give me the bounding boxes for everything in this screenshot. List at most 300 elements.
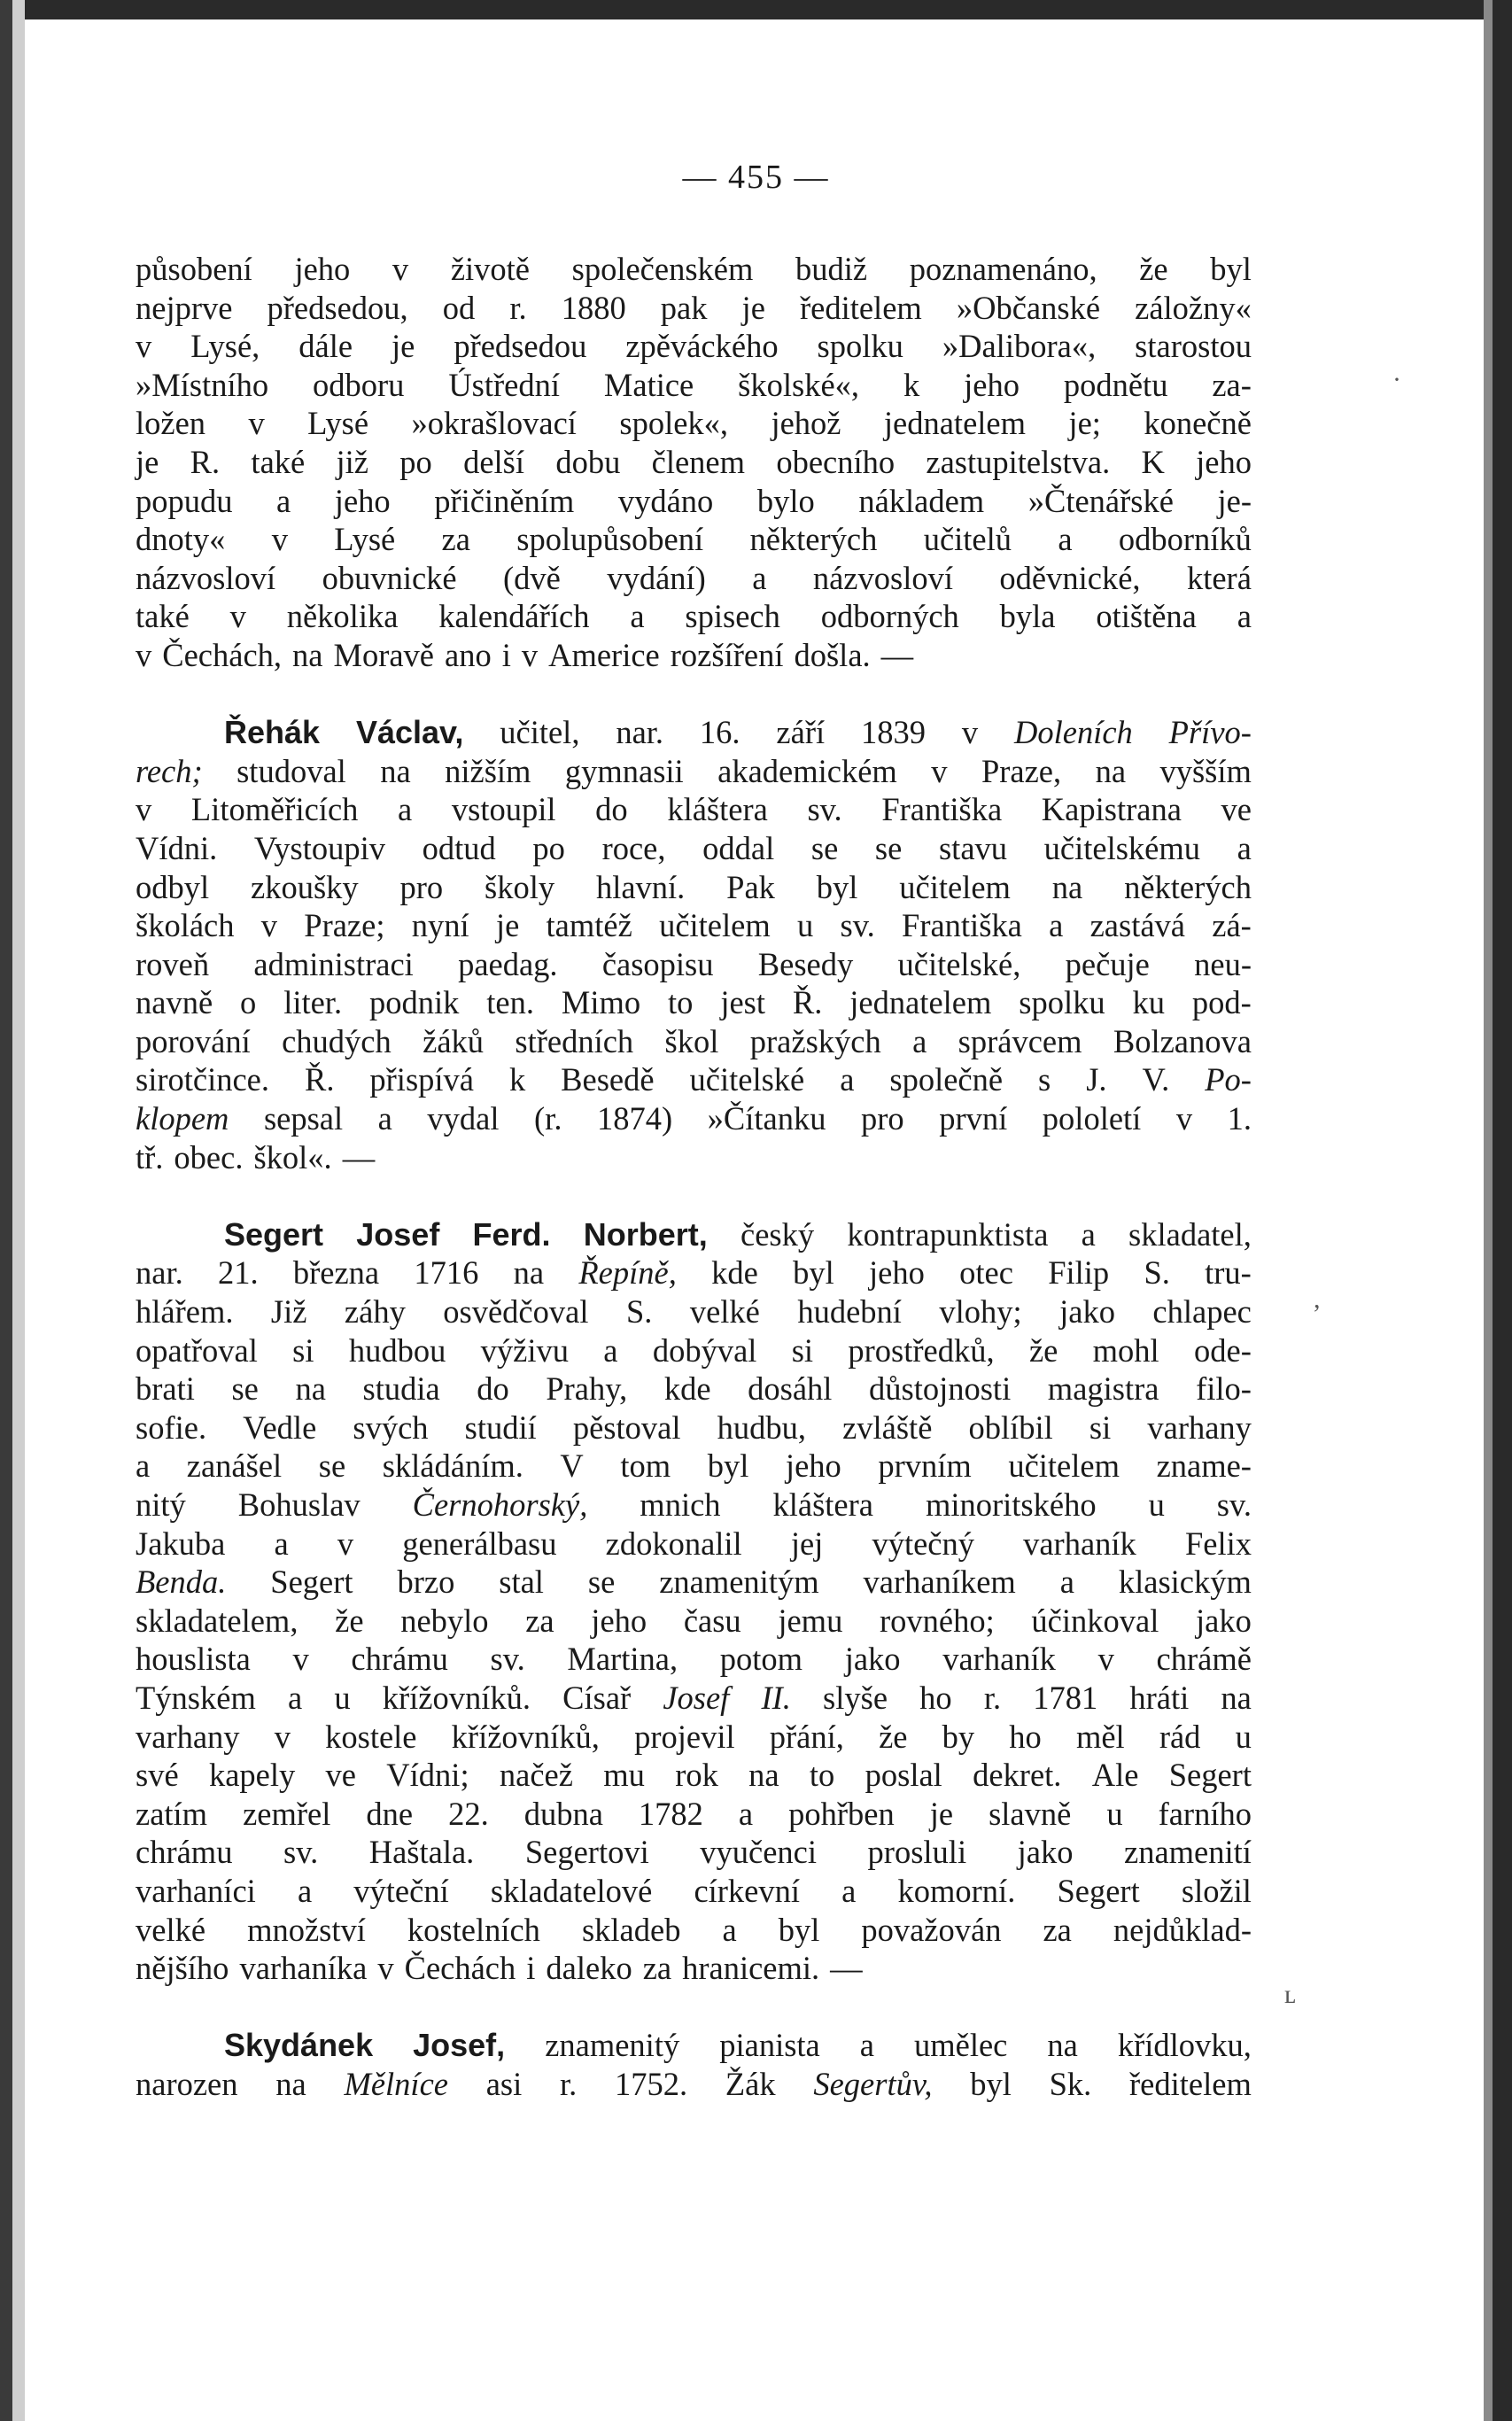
word: jest	[720, 984, 765, 1021]
word: křížovníků.	[382, 1679, 531, 1716]
word: budiž	[795, 251, 868, 287]
word: účinkoval	[1031, 1602, 1159, 1639]
word: spolku	[817, 328, 903, 365]
word: názvosloví	[812, 559, 953, 596]
word: k	[903, 366, 920, 403]
word: důstojnosti	[868, 1370, 1012, 1408]
word: k	[508, 1061, 526, 1098]
word: přičiněním	[434, 482, 575, 519]
word: kláštera	[667, 791, 768, 828]
word: několika	[286, 598, 399, 635]
word: ku	[1132, 984, 1166, 1021]
entry-name: Segert	[224, 1215, 324, 1253]
word: že	[1028, 1331, 1058, 1369]
word: Jakuba	[136, 1525, 226, 1562]
word: vlohy;	[939, 1293, 1022, 1331]
word: a	[1237, 829, 1252, 866]
word: školy	[485, 868, 555, 905]
italic-word: klopem	[136, 1100, 229, 1137]
word: Matice	[603, 366, 694, 403]
word: a	[276, 482, 291, 519]
word: dále	[299, 328, 353, 365]
word: Haštala.	[368, 1834, 475, 1871]
word: nar.	[136, 1254, 183, 1292]
word: na	[1051, 868, 1083, 905]
word: Vystoupiv	[253, 829, 385, 866]
word: Vedle	[243, 1408, 317, 1446]
word: jemu	[778, 1602, 843, 1639]
entry-name: Skydánek	[224, 2027, 374, 2064]
word: množství	[247, 1911, 366, 1948]
word: je	[741, 289, 765, 326]
text-line	[136, 443, 1252, 482]
word: v	[961, 714, 979, 751]
word: byl	[707, 1447, 749, 1485]
word: společenském	[571, 251, 754, 287]
word: nitý	[136, 1486, 186, 1523]
word: nižším	[445, 752, 531, 789]
word: a	[1059, 1564, 1074, 1601]
word: hráti	[1129, 1679, 1190, 1716]
word: znamenitým	[659, 1564, 819, 1601]
word: jeho	[785, 1447, 841, 1485]
word: odborníků	[1118, 521, 1252, 558]
word: a	[603, 1331, 618, 1369]
word: R.	[190, 443, 221, 480]
margin-tick-mark: ,	[1314, 1284, 1321, 1314]
word: dekret.	[973, 1757, 1062, 1794]
word: Vídni;	[386, 1757, 469, 1794]
word: roce,	[601, 829, 666, 866]
word: byl	[816, 868, 858, 905]
word: bylo	[756, 482, 815, 519]
word: by	[942, 1718, 975, 1755]
text-line	[136, 1679, 1252, 1718]
word: učitelskému	[1043, 829, 1201, 866]
text-line	[136, 945, 1252, 984]
word: skladatel,	[1128, 1215, 1252, 1253]
text-line	[136, 1447, 1252, 1486]
word: zastává	[1089, 907, 1185, 944]
word: v	[136, 636, 152, 673]
word: dubna	[523, 1795, 603, 1832]
word: jako	[844, 1641, 901, 1678]
word: 1839	[861, 714, 926, 751]
word: mu	[603, 1757, 645, 1794]
word: první	[939, 1100, 1008, 1137]
text-line	[136, 1718, 1252, 1757]
word: se	[587, 1564, 616, 1601]
word: a	[274, 1525, 289, 1562]
word: záložny«	[1135, 289, 1252, 326]
word: Ale	[1091, 1757, 1139, 1794]
word: v	[274, 1718, 291, 1755]
word: byl	[778, 1911, 820, 1948]
word: dnoty«	[136, 521, 226, 558]
word: Čechách	[404, 1950, 516, 1987]
italic-word: Černohorský,	[412, 1486, 588, 1523]
word: varhaník	[1023, 1525, 1136, 1562]
word: zdokonalil	[605, 1525, 742, 1562]
word: rád	[1159, 1718, 1201, 1755]
word: jednatelem	[849, 984, 992, 1021]
word: jeho	[1196, 443, 1252, 480]
word: »okrašlovací	[411, 405, 577, 442]
text-line	[136, 559, 1252, 598]
word: »Místního	[136, 366, 269, 403]
word: zá-	[1212, 907, 1252, 944]
word: ředitelem	[1129, 2065, 1252, 2102]
word: Litoměřicích	[190, 791, 359, 828]
word: sepsal	[263, 1100, 344, 1137]
text-line	[136, 1022, 1252, 1061]
word: kontrapunktista	[847, 1215, 1049, 1253]
word: jeho	[294, 251, 351, 287]
word: mnich	[640, 1486, 721, 1523]
word: i	[526, 1950, 536, 1987]
text-column	[136, 250, 1252, 2104]
word: 1781	[1033, 1679, 1098, 1716]
word: za	[525, 1602, 554, 1639]
word: si	[292, 1331, 314, 1369]
text-line	[136, 1253, 1252, 1292]
word: a	[859, 2027, 874, 2064]
word: obecního	[776, 443, 896, 480]
word: jeho	[869, 1254, 925, 1292]
word: —	[880, 636, 914, 673]
word: za	[642, 1950, 672, 1987]
word: oděvnické,	[999, 559, 1141, 596]
word: v	[337, 1525, 354, 1562]
word: v	[292, 1641, 309, 1678]
word: dne	[366, 1795, 414, 1832]
word: září	[776, 714, 826, 751]
scan-border-left-inner	[12, 0, 25, 2421]
word: jeho	[334, 482, 391, 519]
word: narozen	[136, 2065, 238, 2102]
word: generálbasu	[402, 1525, 557, 1562]
word: rok	[675, 1757, 718, 1794]
word: a	[1237, 598, 1252, 635]
word: že	[879, 1718, 908, 1755]
word: křížovníků,	[451, 1718, 600, 1755]
word: Ústřední	[448, 366, 561, 403]
word: je	[136, 443, 159, 480]
word: liter.	[283, 984, 343, 1021]
word: Martina,	[567, 1641, 678, 1678]
word: vstoupil	[451, 791, 556, 828]
word: zvláště	[842, 1408, 933, 1446]
word: na	[1095, 752, 1127, 789]
word: v	[260, 907, 278, 944]
word: učitelské,	[897, 945, 1021, 982]
word: asi	[485, 2065, 523, 2102]
word: nejdůklad-	[1113, 1911, 1252, 1948]
word: Kapistrana	[1041, 791, 1182, 828]
paragraph-gap	[136, 1988, 1252, 2027]
word: po	[399, 443, 432, 480]
word: považován	[861, 1911, 1002, 1948]
word: tř.	[136, 1138, 164, 1176]
word: varhaníci	[136, 1872, 256, 1909]
word: křídlovku,	[1117, 2027, 1252, 2064]
word: obuvnické	[322, 559, 457, 596]
word: opatřoval	[136, 1331, 258, 1369]
word: středních	[515, 1022, 634, 1059]
word: chrámu	[351, 1641, 448, 1678]
text-line	[224, 2026, 1252, 2065]
word: potom	[719, 1641, 803, 1678]
word: »Čítanku	[707, 1100, 826, 1137]
word: rozšíření	[670, 636, 784, 673]
word: za	[1043, 1911, 1072, 1948]
word: v	[1097, 1641, 1114, 1678]
word: brati	[136, 1370, 195, 1408]
word: a	[1058, 521, 1073, 558]
text-line	[136, 1370, 1252, 1408]
text-line	[136, 906, 1252, 945]
word: učitelské	[689, 1061, 805, 1098]
word: S.	[625, 1293, 653, 1331]
word: obec.	[174, 1138, 244, 1176]
margin-hook-mark: ʟ	[1284, 1980, 1296, 2009]
text-line	[136, 1640, 1252, 1679]
word: správcem	[958, 1022, 1082, 1059]
word: členem	[651, 443, 746, 480]
word: pro	[399, 868, 444, 905]
word: vyučenci	[700, 1834, 818, 1871]
word: na	[513, 1254, 545, 1292]
word: i	[501, 636, 511, 673]
text-line	[224, 713, 1252, 752]
word: měl	[1075, 1718, 1125, 1755]
word: na	[275, 2065, 306, 2102]
word: některých	[749, 521, 878, 558]
text-line	[136, 1099, 1252, 1138]
word: také	[251, 443, 306, 480]
word: nákladem	[858, 482, 985, 519]
word: a	[1081, 1215, 1096, 1253]
word: kde	[663, 1370, 711, 1408]
word: hranicemi.	[682, 1950, 820, 1987]
word: dobýval	[652, 1331, 757, 1369]
word: a	[840, 1061, 855, 1098]
word: nyní	[411, 907, 469, 944]
word: Segert	[1168, 1757, 1252, 1794]
word: delší	[463, 443, 525, 480]
word: učitelem	[899, 868, 1011, 905]
word: sirotčince.	[136, 1061, 270, 1098]
word: Lysé	[334, 521, 396, 558]
word: ho	[919, 1679, 952, 1716]
word: tru-	[1205, 1254, 1252, 1292]
word: skládáním.	[382, 1447, 523, 1485]
word: prostředků,	[848, 1331, 995, 1369]
word: filo-	[1196, 1370, 1252, 1408]
word: chrámu	[136, 1834, 233, 1871]
word: výživu	[480, 1331, 569, 1369]
word: neu-	[1194, 945, 1252, 982]
word: časopisu	[601, 945, 714, 982]
text-line	[136, 1060, 1252, 1099]
word: minoritského	[925, 1486, 1097, 1523]
italic-word: Mělníce	[344, 2065, 448, 2102]
word: slavně	[989, 1795, 1072, 1832]
word: si	[1089, 1408, 1112, 1446]
text-line	[136, 1525, 1252, 1564]
word: jeho	[964, 366, 1020, 403]
word: Františka	[881, 791, 1003, 828]
word: načež	[499, 1757, 573, 1794]
word: mohl	[1092, 1331, 1159, 1369]
word: církevní	[694, 1872, 801, 1909]
word: a	[136, 1447, 151, 1485]
word: 1752.	[615, 2065, 688, 2102]
word: Františka	[902, 907, 1022, 944]
word: prosluli	[867, 1834, 967, 1871]
word: v	[931, 752, 948, 789]
word: hlavní.	[595, 868, 686, 905]
word: s	[1038, 1061, 1051, 1098]
word: Besedě	[561, 1061, 655, 1098]
word: znamenitý	[545, 2027, 680, 2064]
word: Lysé,	[190, 328, 260, 365]
word: (r.	[534, 1100, 562, 1137]
word: sv.	[490, 1641, 525, 1678]
word: Prahy,	[546, 1370, 628, 1408]
word: oddal	[702, 829, 775, 866]
text-line	[136, 597, 1252, 636]
word: a	[287, 1679, 303, 1716]
word: V.	[1142, 1061, 1170, 1098]
word: u	[1106, 1795, 1123, 1832]
word: poznamenáno,	[909, 251, 1097, 287]
word: byl	[970, 2065, 1012, 2102]
word: a	[722, 1911, 737, 1948]
word: 1880	[561, 289, 626, 326]
word: administraci	[253, 945, 414, 982]
word: hudební	[797, 1293, 902, 1331]
word: své	[136, 1757, 179, 1794]
word: po	[532, 829, 565, 866]
text-line	[136, 1331, 1252, 1370]
word: kapely	[208, 1757, 296, 1794]
word: navně	[136, 984, 213, 1021]
word: kostelních	[407, 1911, 540, 1948]
word: a	[630, 598, 645, 635]
word: v	[1175, 1100, 1193, 1137]
word: žáků	[423, 1022, 485, 1059]
word: houslista	[136, 1641, 251, 1678]
word: škol	[664, 1022, 719, 1059]
text-line	[136, 1872, 1252, 1911]
word: ředitelem	[799, 289, 922, 326]
word: tom	[620, 1447, 671, 1485]
word: za	[441, 521, 470, 558]
italic-word: Josef	[663, 1679, 730, 1716]
word: působení	[136, 251, 252, 287]
word: 21.	[217, 1254, 259, 1292]
word: r.	[560, 2065, 578, 2102]
word: skladatelové	[490, 1872, 653, 1909]
word: a	[752, 559, 767, 596]
word: vyšším	[1159, 752, 1252, 789]
italic-word: Doleních	[1014, 714, 1133, 751]
word: učitelem	[659, 907, 771, 944]
word: tamtéž	[546, 907, 632, 944]
word: některých	[1124, 868, 1252, 905]
text-line	[136, 983, 1252, 1022]
word: ve	[1221, 791, 1252, 828]
word: u	[334, 1679, 351, 1716]
page-number: — 455 —	[682, 159, 830, 196]
word: podnik	[368, 984, 460, 1021]
word: to	[809, 1757, 835, 1794]
word: již	[336, 443, 368, 480]
word: »Dalibora«,	[942, 328, 1097, 365]
word: S.	[1144, 1254, 1170, 1292]
text-line	[136, 1911, 1252, 1950]
entry-name: Řehák	[224, 714, 321, 751]
text-line	[136, 868, 1252, 907]
text-line	[136, 1486, 1252, 1525]
word: paedag.	[458, 945, 558, 982]
word: školské«,	[738, 366, 860, 403]
word: je	[495, 907, 520, 944]
word: kostele	[325, 1718, 417, 1755]
word: ložen	[136, 405, 206, 442]
word: Již	[270, 1293, 307, 1331]
word: Besedy	[757, 945, 854, 982]
word: odboru	[313, 366, 405, 403]
word: studií	[464, 1408, 537, 1446]
word: předsedou	[454, 328, 587, 365]
word: chlapec	[1152, 1293, 1252, 1331]
word: stavu	[938, 829, 1008, 866]
word: kde	[711, 1254, 758, 1292]
word: a	[738, 1795, 754, 1832]
word: Mimo	[561, 984, 641, 1021]
word: v	[377, 1950, 394, 1987]
word: jej	[790, 1525, 824, 1562]
italic-word: Segertův,	[813, 2065, 933, 2102]
word: pianista	[719, 2027, 820, 2064]
word: si	[791, 1331, 814, 1369]
word: v	[136, 328, 152, 365]
word: Praze,	[981, 752, 1062, 789]
word: Pak	[726, 868, 775, 905]
word: Čechách,	[162, 636, 283, 673]
entry-name: Václav,	[355, 714, 464, 751]
word: která	[1186, 559, 1252, 596]
word: pohřben	[788, 1795, 895, 1832]
word: varhany	[1147, 1408, 1252, 1446]
word: životě	[450, 251, 530, 287]
word: je-	[1217, 482, 1252, 519]
word: společně	[889, 1061, 1004, 1098]
word: že	[335, 1602, 364, 1639]
word: dosáhl	[748, 1370, 833, 1408]
word: Ř.	[304, 1061, 335, 1098]
word: se	[318, 1447, 346, 1485]
word: nějšího	[136, 1950, 229, 1987]
word: porování	[136, 1022, 251, 1059]
word: 1716	[414, 1254, 479, 1292]
word: Segert	[270, 1564, 353, 1601]
word: Vídni.	[136, 829, 218, 866]
word: umělec	[914, 2027, 1008, 2064]
word: od	[442, 289, 476, 326]
